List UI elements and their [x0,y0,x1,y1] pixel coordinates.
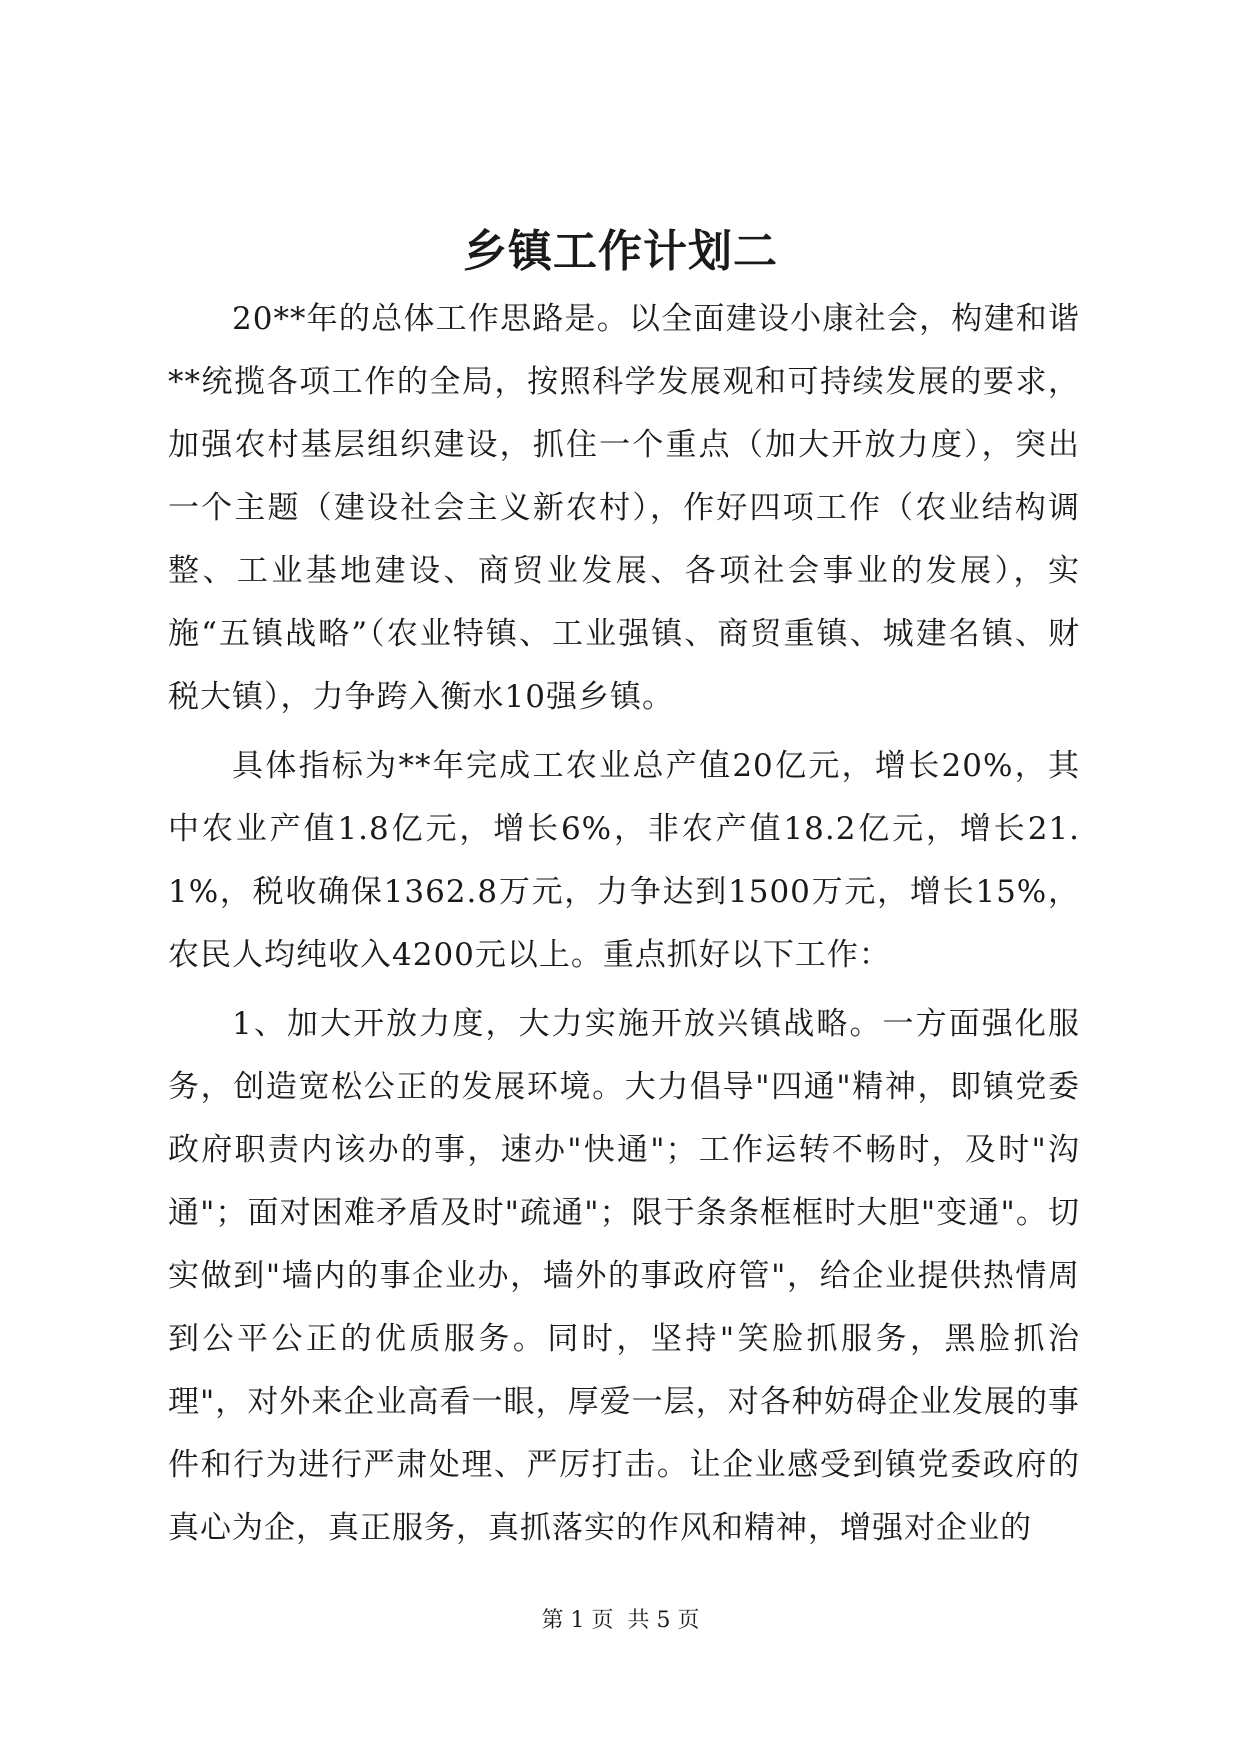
document-title: 乡镇工作计划二 [463,226,778,277]
paragraph-item-1: 1、加大开放力度，大力实施开放兴镇战略。一方面强化服务，创造宽松公正的发展环境。大力倡导"四通"精神，即镇党委政府职责内该办的事，速办"快通"；工作运转不畅时，及时"沟通"；面对困难矛盾及时"疏通"；限于条条框框时大胆"变通"。切实做到"墙内的事企业办，墙外的事政府管"，给企业提供热情周到公平公正的优质服务。同时，坚持"笑脸抓服务，黑脸抓治理"，对外来企业高看一眼，厚爱一层，对各种妨碍企业发展的事件和行为进行严肃处理、严厉打击。让企业感受到镇党委政府的真心为企，真正服务，真抓落实的作风和精神，增强对企业的 [168,1006,1080,1546]
paragraph-indicators: 具体指标为**年完成工农业总产值20亿元，增长20%，其中农业产值1.8亿元，增长6%，非农产值18.2亿元，增长21.1%，税收确保1362.8万元，力争达到1500万元，增长15%，农民人均纯收入4200元以上。重点抓好以下工作： [168,748,1080,973]
paragraph-overview: 20**年的总体工作思路是。以全面建设小康社会，构建和谐**统揽各项工作的全局，按照科学发展观和可持续发展的要求，加强农村基层组织建设，抓住一个重点（加大开放力度），突出一个主题（建设社会主义新农村），作好四项工作（农业结构调整、工业基地建设、商贸业发展、各项社会事业的发展），实施“五镇战略”（农业特镇、工业强镇、商贸重镇、城建名镇、财税大镇），力争跨入衡水10强乡镇。 [168,301,1080,715]
page-number: 第 1 页 共 5 页 [541,1608,700,1633]
page-footer [0,1606,1241,1636]
document-body [168,288,1080,1566]
